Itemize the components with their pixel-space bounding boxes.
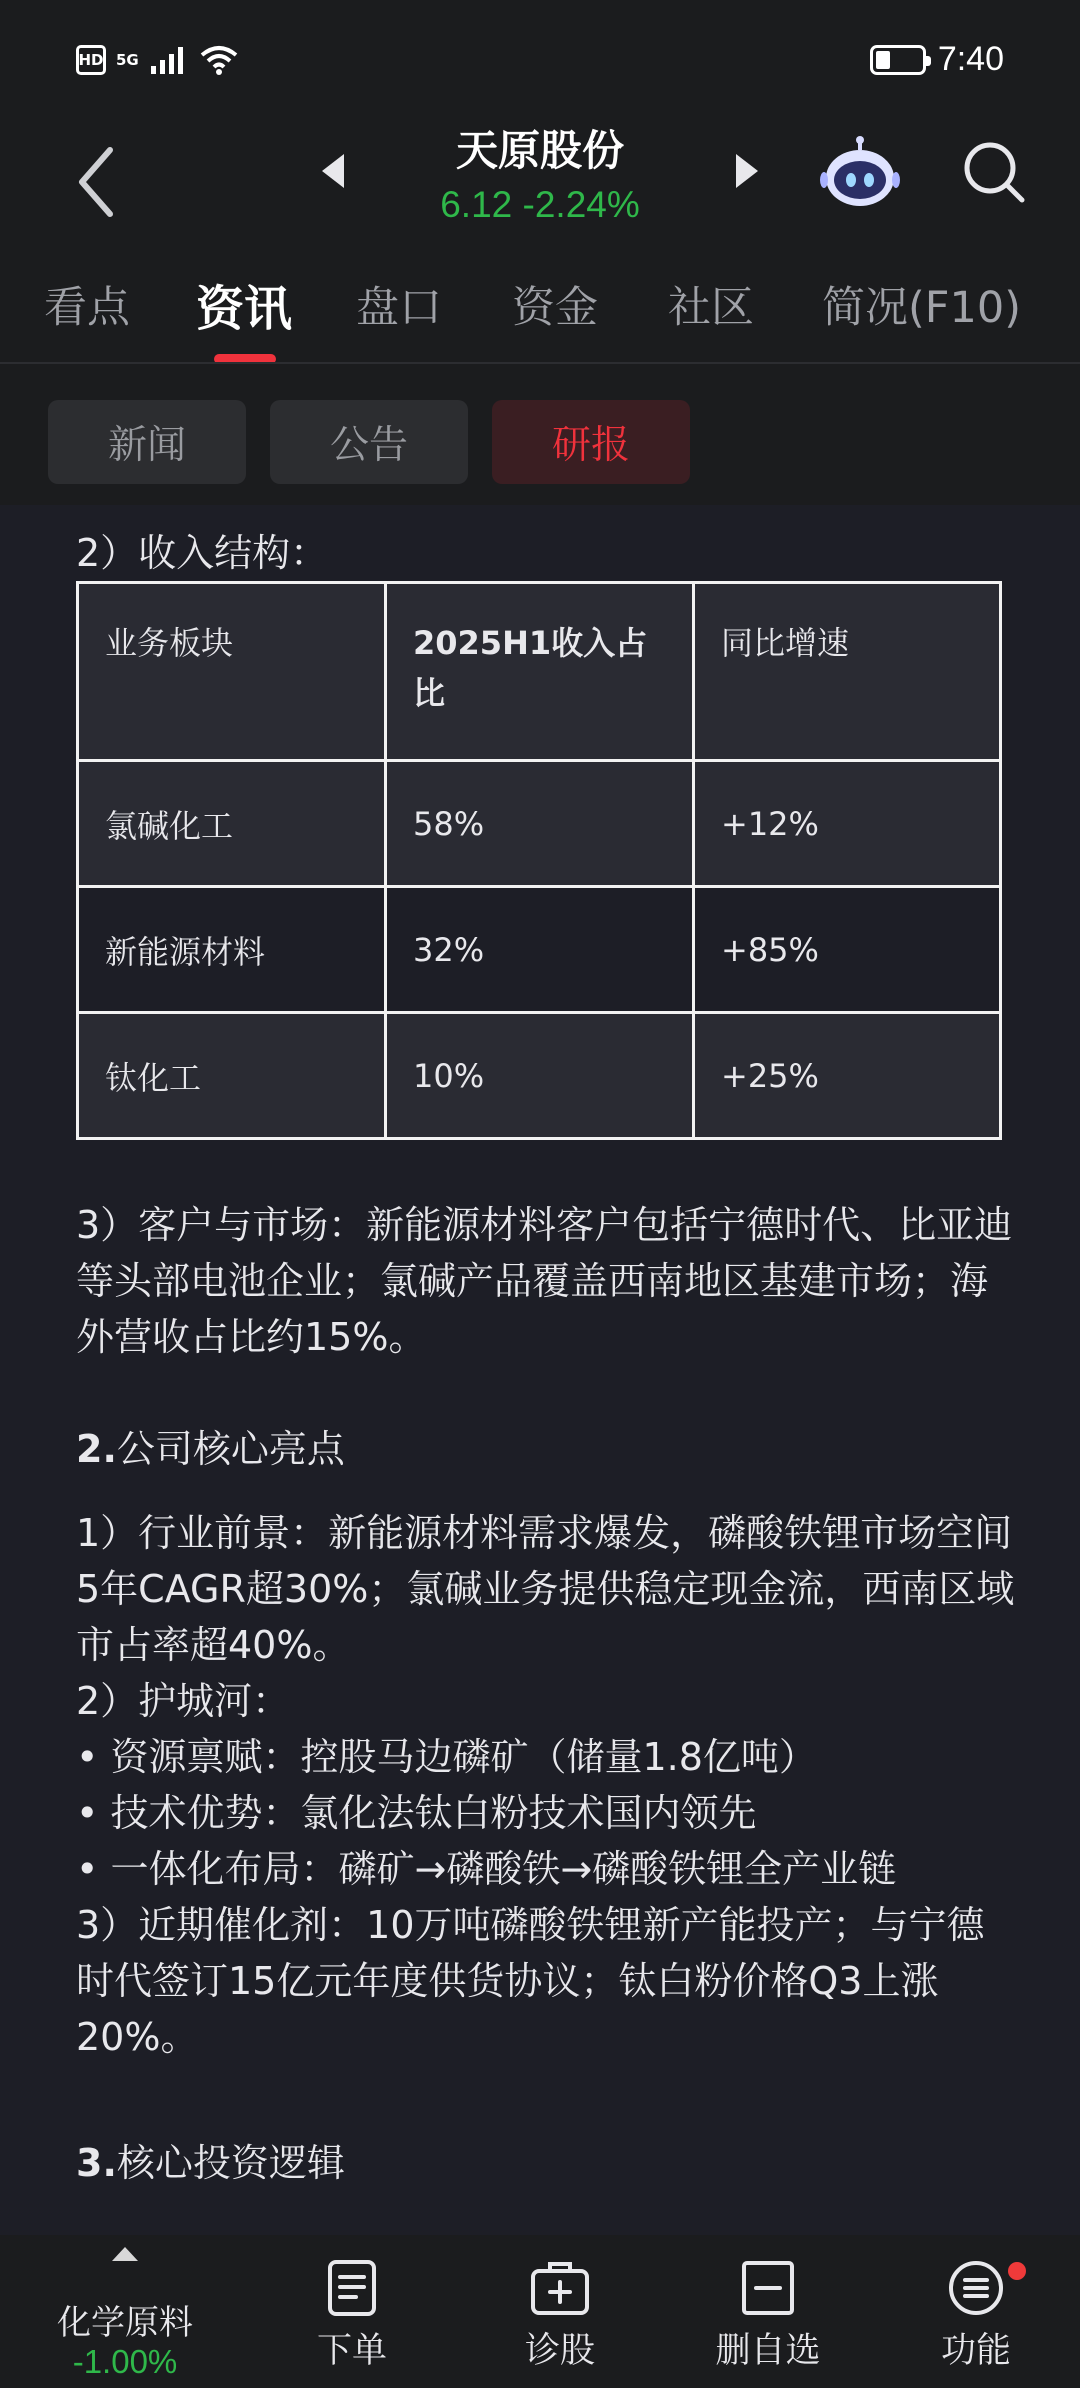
industry-outlook-paragraph: 1）行业前景：新能源材料需求爆发，磷酸铁锂市场空间5年CAGR超30%；氯碱业务提供稳定现金流，西南区域市占率超40%。 (76, 1511, 1015, 1667)
remove-watchlist-label: 删自选 (715, 2331, 821, 2371)
signal-icon (149, 44, 189, 76)
report-content[interactable] (0, 505, 1080, 2235)
place-order-label: 下单 (316, 2331, 387, 2371)
table-row (78, 761, 1001, 887)
sector-name: 化学原料 (57, 2303, 193, 2343)
sector-change: -1.00% (72, 2343, 178, 2380)
functions-label: 功能 (940, 2331, 1011, 2371)
subtab-research-reports[interactable]: 研报 (492, 400, 690, 484)
subtab-news[interactable]: 新闻 (48, 400, 246, 484)
table-cell: +85% (694, 887, 1001, 1013)
status-time: 7:40 (937, 40, 1004, 78)
minus-box-icon (738, 2259, 798, 2317)
moat-item: • 一体化布局：磷矿→磷酸铁→磷酸铁锂全产业链 (76, 1847, 897, 1891)
ai-assistant-robot-icon[interactable] (820, 134, 900, 210)
table-header-cell: 同比增速 (694, 583, 1001, 761)
search-icon[interactable] (962, 140, 1026, 204)
table-cell: 32% (386, 887, 694, 1013)
tab-order-book[interactable]: 盘口 (356, 283, 442, 333)
status-bar (0, 0, 1080, 120)
stock-diagnosis-label: 诊股 (524, 2331, 595, 2371)
stock-name: 天原股份 (455, 126, 624, 175)
next-stock-icon[interactable] (732, 152, 762, 190)
heading-number: 3. (76, 2141, 117, 2185)
moat-item: • 技术优势：氯化法钛白粉技术国内领先 (76, 1791, 757, 1835)
income-structure-title: 2）收入结构： (76, 531, 329, 575)
remove-watchlist-button[interactable] (668, 2235, 868, 2388)
table-row (78, 887, 1001, 1013)
moat-item: • 资源禀赋：控股马边磷矿（储量1.8亿吨） (76, 1735, 817, 1779)
section-heading-2 (76, 1421, 1016, 1477)
functions-button[interactable] (876, 2235, 1076, 2388)
wifi-icon (199, 44, 239, 76)
order-document-icon (322, 2259, 382, 2317)
tab-highlights[interactable]: 看点 (44, 283, 130, 333)
place-order-button[interactable] (252, 2235, 452, 2388)
sector-indicator[interactable] (0, 2235, 250, 2388)
tab-news-info[interactable]: 资讯 (196, 281, 293, 337)
tab-capital[interactable]: 资金 (512, 283, 598, 333)
diagnosis-kit-icon (530, 2259, 590, 2317)
stock-quote: 6.12 -2.24% (440, 184, 640, 225)
tab-community[interactable]: 社区 (668, 283, 754, 333)
table-cell: +25% (694, 1013, 1001, 1139)
bottom-toolbar (0, 2235, 1080, 2388)
heading-text: 公司核心亮点 (116, 1427, 345, 1471)
table-header-cell: 业务板块 (78, 583, 386, 761)
catalysts-paragraph: 3）近期催化剂：10万吨磷酸铁锂新产能投产；与宁德时代签订15亿元年度供货协议；钛白粉价格Q3上涨20%。 (76, 1903, 985, 2059)
table-cell: 钛化工 (78, 1013, 386, 1139)
table-header-cell: 2025H1收入占比 (386, 583, 694, 761)
main-tabs (0, 262, 1080, 362)
notification-dot (1008, 2262, 1026, 2280)
heading-text: 核心投资逻辑 (116, 2141, 345, 2185)
stock-diagnosis-button[interactable] (460, 2235, 660, 2388)
table-cell: +12% (694, 761, 1001, 887)
table-header-row (78, 583, 1001, 761)
status-right (870, 40, 1004, 79)
subtab-announcements[interactable]: 公告 (270, 400, 468, 484)
tab-profile-f10[interactable]: 简况(F10) (822, 283, 1022, 333)
expand-up-icon (112, 2247, 138, 2261)
status-left (76, 44, 239, 76)
table-cell: 新能源材料 (78, 887, 386, 1013)
tabs-divider (0, 362, 1080, 364)
table-row (78, 1013, 1001, 1139)
table-cell: 氯碱化工 (78, 761, 386, 887)
battery-icon (870, 45, 926, 75)
revenue-structure-table (76, 581, 1002, 1140)
customers-market-paragraph: 3）客户与市场：新能源材料客户包括宁德时代、比亚迪等头部电池企业；氯碱产品覆盖西南地区基建市场；海外营收占比约15%。 (76, 1203, 1013, 1359)
sub-tabs (0, 400, 1080, 485)
hd-icon: HD (76, 45, 106, 75)
heading-number: 2. (76, 1427, 117, 1471)
table-cell: 58% (386, 761, 694, 887)
menu-circle-icon (946, 2259, 1006, 2317)
moat-title: 2）护城河： (76, 1679, 291, 1723)
table-cell: 10% (386, 1013, 694, 1139)
network-type: 5G (116, 51, 139, 69)
section-heading-3 (76, 2135, 1016, 2191)
